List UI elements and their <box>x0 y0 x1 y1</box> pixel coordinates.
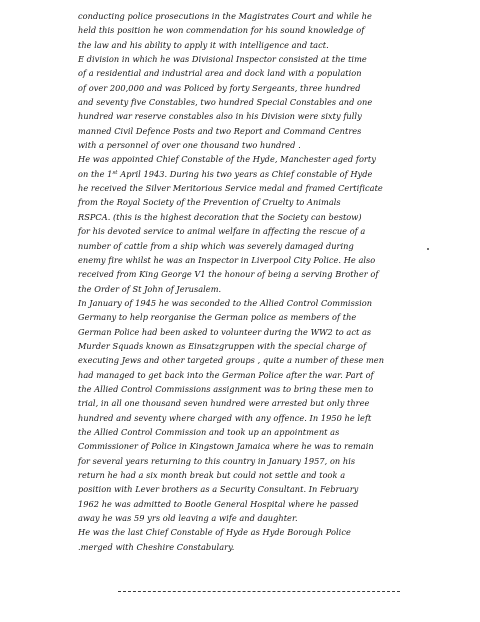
text-line: had managed to get back into the German Police after the war. Part of <box>78 369 374 380</box>
text-line: away he was 59 yrs old leaving a wife and daughter. <box>78 513 298 524</box>
text-line: He was appointed Chief Constable of the Hyde, Manchester aged forty <box>78 154 376 165</box>
end-divider <box>118 591 400 592</box>
text-line: the law and his ability to apply it with intelligence and tact. <box>78 39 329 50</box>
text-line: for his devoted service to animal welfare in affecting the rescue of a <box>78 226 366 237</box>
text-line: hundred war reserve constables also in his Division were sixty fully <box>78 111 362 122</box>
text-line: of a residential and industrial area and dock land with a population <box>78 68 362 79</box>
handwritten-text-body <box>78 9 450 554</box>
text-line: .merged with Cheshire Constabulary. <box>78 541 235 552</box>
text-line: enemy fire whilst he was an Inspector in Liverpool City Police. He also <box>78 254 376 265</box>
text-line: number of cattle from a ship which was severely damaged during <box>78 240 354 251</box>
text-line: the Allied Control Commissions assignment was to bring these men to <box>78 383 374 394</box>
text-line: for several years returning to this country in January 1957, on his <box>78 455 356 466</box>
date-line-before: on the 1 <box>78 168 113 179</box>
text-line: held this position he won commendation for his sound knowledge of <box>78 25 365 36</box>
text-line: executing Jews and other targeted groups , quite a number of these men <box>78 355 385 366</box>
text-line: with a personnel of over one thousand two hundred . <box>78 140 301 151</box>
text-line: manned Civil Defence Posts and two Report and Command Centres <box>78 125 362 136</box>
ordinal-suffix: st <box>112 169 118 176</box>
text-line: German Police had been asked to volunteer during the WW2 to act as <box>78 326 372 337</box>
text-line: he received the Silver Meritorious Service medal and framed Certificate <box>78 183 383 194</box>
text-line: He was the last Chief Constable of Hyde as Hyde Borough Police <box>78 527 351 538</box>
text-line: trial, in all one thousand seven hundred were arrested but only three <box>78 398 370 409</box>
text-line: and seventy five Constables, two hundred Special Constables and one <box>78 97 373 108</box>
text-line: Commissioner of Police in Kingstown Jamaica where he was to remain <box>78 441 374 452</box>
text-line: E division in which he was Divisional Inspector consisted at the time <box>78 54 367 65</box>
text-line: In January of 1945 he was seconded to the Allied Control Commission <box>78 297 373 308</box>
ink-speck <box>427 248 429 250</box>
text-line: hundred and seventy where charged with any offence. In 1950 he left <box>78 412 372 423</box>
text-line: the Allied Control Commission and took up an appointment as <box>78 426 340 437</box>
text-line: Murder Squads known as Einsatzgruppen with the special charge of <box>78 340 367 351</box>
text-line: of over 200,000 and was Policed by forty Sergeants, three hundred <box>78 82 361 93</box>
text-line: conducting police prosecutions in the Magistrates Court and while he <box>78 11 372 21</box>
text-line: position with Lever brothers as a Security Consultant. In February <box>78 484 359 495</box>
text-line: 1962 he was admitted to Bootle General Hospital where he passed <box>78 498 359 509</box>
text-line: return he had a six month break but could not settle and took a <box>78 470 346 480</box>
text-line: RSPCA. (this is the highest decoration that the Society can bestow) <box>78 211 362 222</box>
text-line: Germany to help reorganise the German police as members of the <box>78 312 357 323</box>
text-line: the Order of St John of Jerusalem. <box>78 283 222 294</box>
text-line-date <box>78 167 450 181</box>
date-line-after: April 1943. During his two years as Chief constable of Hyde <box>117 168 373 179</box>
text-line: received from King George V1 the honour of being a serving Brother of <box>78 269 379 280</box>
text-line: from the Royal Society of the Prevention of Cruelty to Animals <box>78 197 341 208</box>
